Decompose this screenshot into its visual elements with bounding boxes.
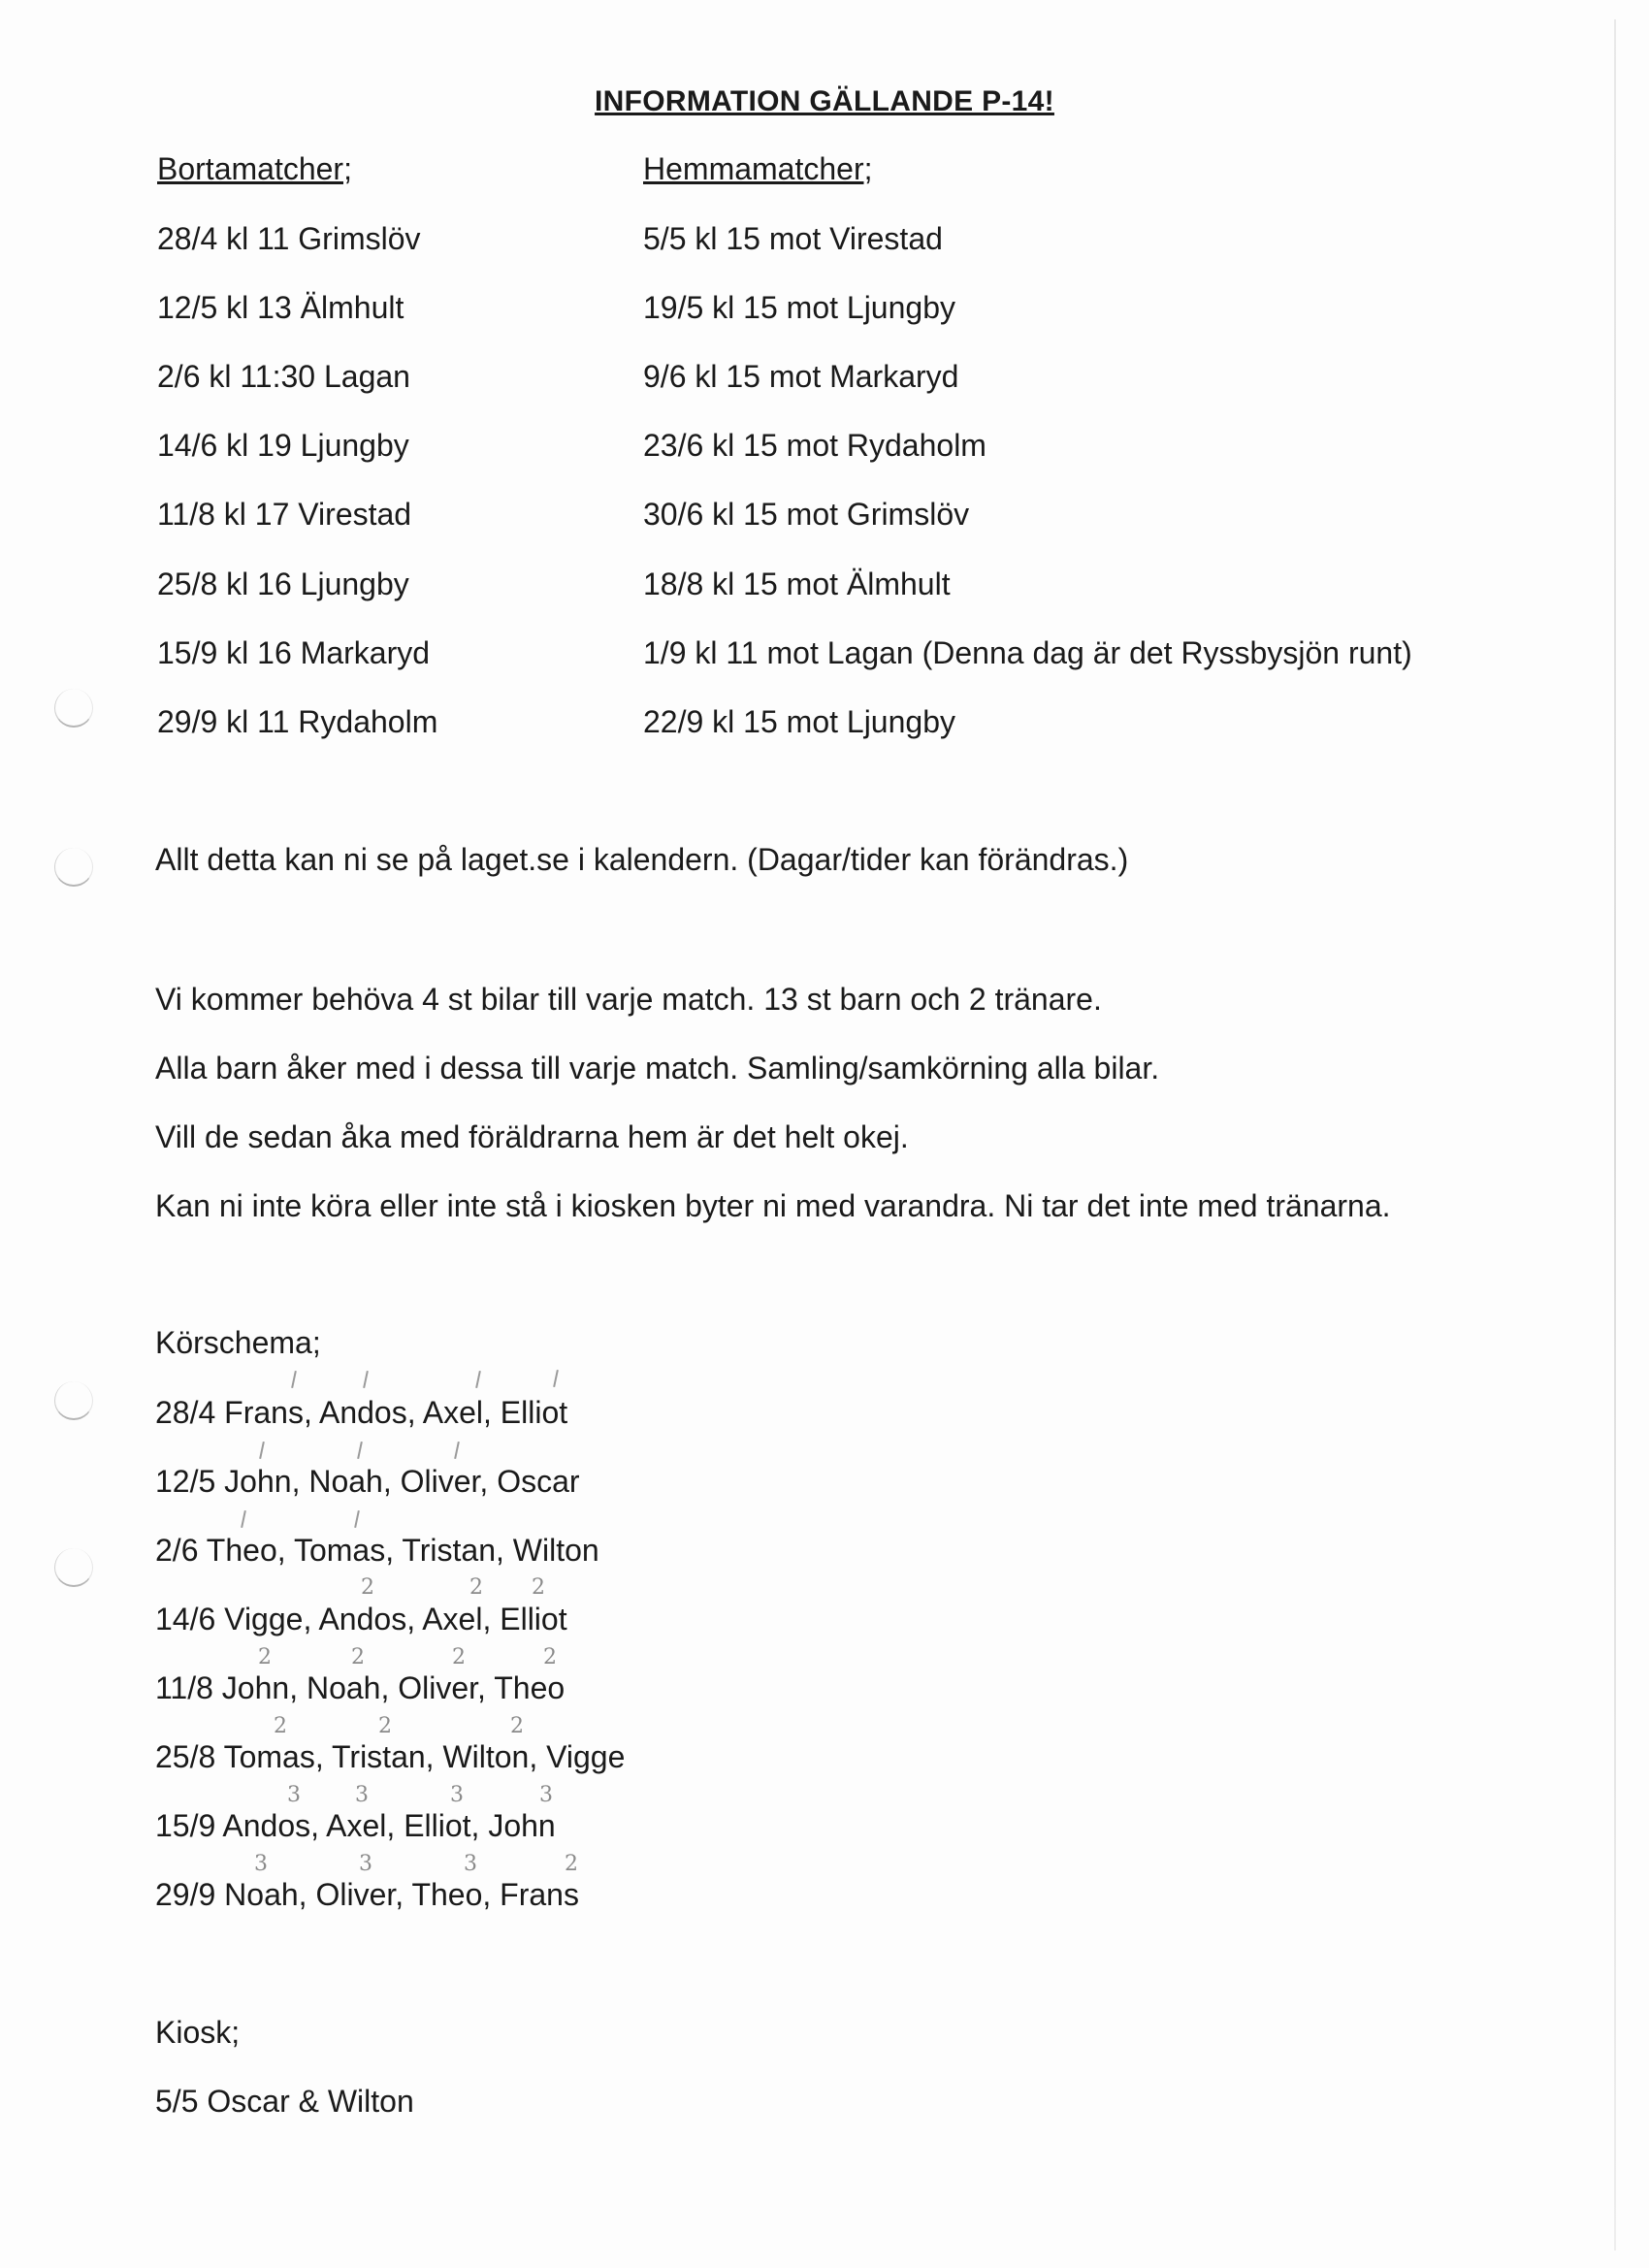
handwritten-mark: 3 <box>450 1783 464 1807</box>
handwritten-mark: 3 <box>254 1852 268 1876</box>
handwritten-tick <box>241 1510 246 1528</box>
handwritten-mark: 2 <box>469 1575 483 1600</box>
driving-heading: Körschema; <box>155 1325 321 1360</box>
info-line: Vill de sedan åka med föräldrarna hem är det helt okej. <box>155 1119 909 1154</box>
handwritten-mark: 2 <box>452 1645 466 1669</box>
handwritten-tick <box>259 1442 265 1459</box>
kiosk-heading: Kiosk; <box>155 2015 241 2050</box>
home-match: 19/5 kl 15 mot Ljungby <box>643 290 955 325</box>
away-match: 25/8 kl 16 Ljungby <box>157 567 409 601</box>
punch-hole-mark <box>54 689 93 728</box>
home-match: 23/6 kl 15 mot Rydaholm <box>643 428 986 463</box>
info-line: Kan ni inte köra eller inte stå i kiosken byter ni med varandra. Ni tar det inte med tränarna. <box>155 1188 1391 1223</box>
punch-hole-mark <box>54 1381 93 1420</box>
driving-row: 29/9 Noah, Oliver, Theo, Frans <box>155 1877 579 1912</box>
handwritten-mark: 3 <box>539 1783 553 1807</box>
page-title: INFORMATION GÄLLANDE P-14! <box>595 85 1054 117</box>
handwritten-tick <box>475 1371 481 1388</box>
punch-hole-mark <box>54 1548 93 1587</box>
driving-row: 14/6 Vigge, Andos, Axel, Elliot <box>155 1602 567 1636</box>
handwritten-mark: 3 <box>287 1783 301 1807</box>
handwritten-mark: 2 <box>565 1852 578 1876</box>
handwritten-mark: 2 <box>532 1575 545 1600</box>
home-match: 1/9 kl 11 mot Lagan (Denna dag är det Ryssbysjön runt) <box>643 635 1412 670</box>
scan-edge <box>1614 19 1616 2251</box>
info-line: Alla barn åker med i dessa till varje match. Samling/samkörning alla bilar. <box>155 1051 1160 1085</box>
handwritten-mark: 2 <box>543 1645 557 1669</box>
handwritten-tick <box>354 1510 360 1528</box>
away-match: 11/8 kl 17 Virestad <box>157 497 412 532</box>
away-match: 12/5 kl 13 Älmhult <box>157 290 404 325</box>
handwritten-mark: 2 <box>510 1714 524 1738</box>
driving-row: 25/8 Tomas, Tristan, Wilton, Vigge <box>155 1739 626 1774</box>
driving-row: 11/8 John, Noah, Oliver, Theo <box>155 1670 566 1705</box>
driving-row: 28/4 Frans, Andos, Axel, Elliot <box>155 1395 568 1430</box>
handwritten-mark: 2 <box>258 1645 272 1669</box>
handwritten-mark: 2 <box>361 1575 374 1600</box>
handwritten-mark: 2 <box>351 1645 365 1669</box>
driving-row: 12/5 John, Noah, Oliver, Oscar <box>155 1464 580 1499</box>
home-match: 30/6 kl 15 mot Grimslöv <box>643 497 970 532</box>
handwritten-mark: 3 <box>359 1852 372 1876</box>
away-match: 29/9 kl 11 Rydaholm <box>157 704 438 739</box>
calendar-note: Allt detta kan ni se på laget.se i kalendern. (Dagar/tider kan förändras.) <box>155 842 1129 877</box>
handwritten-tick <box>553 1370 559 1387</box>
info-line: Vi kommer behöva 4 st bilar till varje match. 13 st barn och 2 tränare. <box>155 982 1102 1017</box>
home-heading: Hemmamatcher; <box>643 151 873 186</box>
kiosk-row: 5/5 Oscar & Wilton <box>155 2084 414 2119</box>
driving-row: 2/6 Theo, Tomas, Tristan, Wilton <box>155 1533 599 1568</box>
away-match: 14/6 kl 19 Ljungby <box>157 428 409 463</box>
handwritten-tick <box>454 1442 460 1459</box>
home-match: 18/8 kl 15 mot Älmhult <box>643 567 951 601</box>
handwritten-mark: 3 <box>355 1783 369 1807</box>
away-heading: Bortamatcher; <box>157 151 352 186</box>
home-match: 9/6 kl 15 mot Markaryd <box>643 359 959 394</box>
away-match: 2/6 kl 11:30 Lagan <box>157 359 410 394</box>
home-match: 5/5 kl 15 mot Virestad <box>643 221 943 256</box>
away-match: 15/9 kl 16 Markaryd <box>157 635 431 670</box>
home-match: 22/9 kl 15 mot Ljungby <box>643 704 955 739</box>
driving-row: 15/9 Andos, Axel, Elliot, John <box>155 1808 556 1843</box>
handwritten-mark: 2 <box>274 1714 287 1738</box>
handwritten-tick <box>363 1371 369 1388</box>
handwritten-tick <box>291 1371 297 1388</box>
handwritten-mark: 2 <box>378 1714 392 1738</box>
handwritten-tick <box>357 1442 363 1459</box>
handwritten-mark: 3 <box>464 1852 477 1876</box>
punch-hole-mark <box>54 848 93 887</box>
away-match: 28/4 kl 11 Grimslöv <box>157 221 421 256</box>
